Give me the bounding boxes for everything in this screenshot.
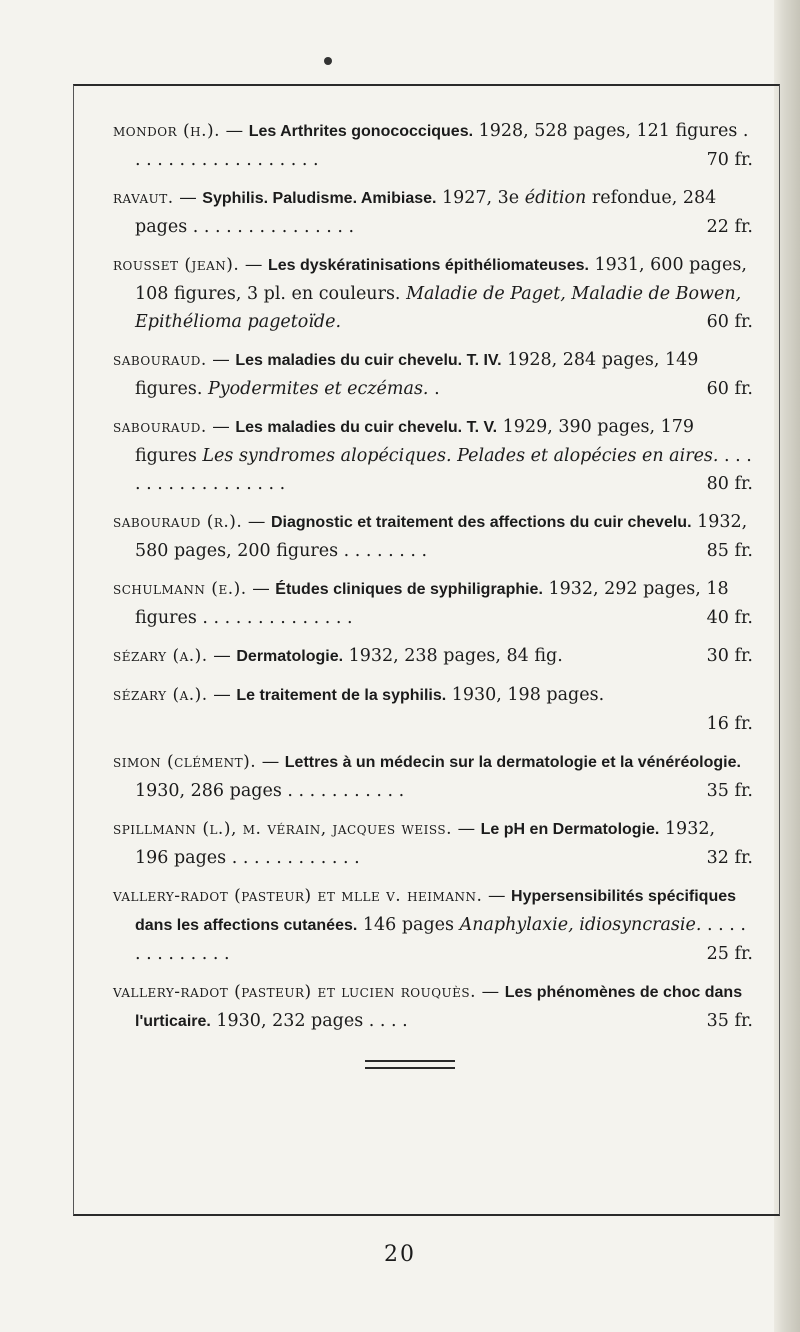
entry-details: 1931, 600 pages, 108 figures, 3 pl. en couleurs.	[135, 255, 747, 304]
entry-leader-dots: . . . . . . . . . . . . .	[135, 915, 746, 964]
entry-leader-dots: . . . .	[363, 1011, 408, 1031]
entry-title: Études cliniques de syphiligraphie.	[275, 581, 543, 598]
entry-details-2: refondue, 284 pages	[135, 188, 717, 237]
entry-title: Les maladies du cuir chevelu. T. V.	[235, 419, 498, 436]
entry-price: 22 fr.	[706, 217, 753, 237]
entry-author: schulmann (e.).	[113, 579, 247, 599]
entry-details: 1929, 390 pages, 179 figures	[135, 417, 695, 466]
entry-price: 60 fr.	[706, 379, 753, 399]
entry-author: vallery-radot (pasteur) et mlle v. heimann.	[113, 886, 483, 906]
bibliography-entry	[113, 413, 753, 498]
entry-leader-dots: .	[428, 379, 440, 399]
entry-italic: Pyodermites et eczémas.	[202, 379, 429, 399]
entry-dash: —	[452, 819, 481, 839]
entry-title: Syphilis. Paludisme. Amibiase.	[202, 190, 437, 207]
entry-details: 1927, 3e	[436, 188, 525, 208]
entry-author: sézary (a.).	[113, 646, 208, 666]
bibliography-entry	[113, 117, 753, 174]
entry-details: 1932, 292 pages, 18 figures	[135, 579, 729, 628]
entry-author: ravaut.	[113, 188, 174, 208]
entry-price: 35 fr.	[706, 1011, 753, 1031]
separator-rule	[365, 1060, 455, 1074]
entry-author: sabouraud (r.).	[113, 512, 243, 532]
entry-leader-dots: . . . . . . . . . . .	[281, 781, 405, 801]
entry-leader-dots: . . . . . . . . . . . . . . . . . .	[135, 121, 749, 170]
entry-italic: Anaphylaxie, idiosyncrasie.	[454, 915, 702, 935]
entry-leader-dots: . . . . . . . . . . . .	[226, 848, 360, 868]
entry-leader-dots: . . . . . . . . . . . . . . .	[187, 217, 355, 237]
entry-italic: édition	[524, 188, 587, 208]
entry-dash: —	[206, 417, 236, 437]
entry-leader-dots: . . . . . . . . . . . . . .	[196, 608, 353, 628]
entry-dash: —	[246, 579, 276, 599]
bibliography-entry	[113, 346, 753, 403]
entry-details: 146 pages	[357, 915, 455, 935]
bibliography-entry	[113, 642, 753, 671]
entry-dash: —	[242, 512, 271, 532]
entry-title: Hypersensibilités spécifiques dans les affections cutanées.	[135, 888, 737, 934]
entry-price: 32 fr.	[706, 848, 753, 868]
entry-italic: Maladie de Paget, Maladie de Bowen, Epithélioma pagetoïde.	[135, 284, 742, 332]
bibliography-entry	[113, 882, 753, 968]
ink-dot	[324, 57, 332, 65]
entry-details: 1932, 580 pages, 200 figures	[135, 512, 748, 561]
entry-author: mondor (h.).	[113, 121, 221, 141]
bibliography-list	[113, 117, 753, 1046]
entry-price: 70 fr.	[706, 150, 753, 170]
entry-price: 35 fr.	[706, 781, 753, 801]
page-number: 20	[384, 1242, 416, 1267]
entry-dash: —	[256, 752, 285, 772]
entry-dash: —	[173, 188, 203, 208]
entry-title: Le pH en Dermatologie.	[480, 821, 660, 838]
entry-dash: —	[206, 350, 236, 370]
entry-price: 40 fr.	[706, 608, 753, 628]
bibliography-entry	[113, 508, 753, 565]
entry-italic: Les syndromes alopéciques. Pelades et alopécies en aires.	[196, 446, 719, 466]
entry-title: Diagnostic et traitement des affections du cuir chevelu.	[270, 514, 692, 531]
entry-title: Les phénomènes de choc dans l'urticaire.	[135, 984, 743, 1030]
entry-author: sézary (a.).	[113, 685, 208, 705]
entry-title: Le traitement de la syphilis.	[236, 687, 447, 704]
entry-author: spillmann (l.), m. vérain, jacques weiss.	[113, 819, 453, 839]
entry-leader-dots: . . . . . . . . . . . . . . . . .	[135, 446, 752, 494]
entry-title: Les Arthrites gonococciques.	[248, 123, 474, 140]
entry-dash: —	[207, 685, 237, 705]
entry-details: 1932, 238 pages, 84 fig.	[343, 646, 563, 666]
entry-details: 1930, 286 pages	[135, 781, 282, 801]
entry-dash: —	[476, 982, 505, 1002]
entry-price: 80 fr.	[706, 474, 753, 494]
entry-price: 16 fr.	[706, 714, 753, 734]
entry-title: Dermatologie.	[236, 648, 344, 665]
entry-author: rousset (jean).	[113, 255, 240, 275]
entry-author: sabouraud.	[113, 417, 207, 437]
entry-dash: —	[239, 255, 268, 275]
entry-leader-dots: . . . . . . . .	[338, 541, 428, 561]
entry-details: 1930, 232 pages	[210, 1011, 364, 1031]
entry-title: Les maladies du cuir chevelu. T. IV.	[235, 352, 502, 369]
entry-author: sabouraud.	[113, 350, 207, 370]
bibliography-entry	[113, 978, 753, 1036]
entry-title: Lettres à un médecin sur la dermatologie et la vénéréologie.	[284, 754, 741, 771]
entry-author: vallery-radot (pasteur) et lucien rouquès.	[113, 982, 477, 1002]
entry-price: 30 fr.	[706, 646, 753, 666]
entry-author: simon (clément).	[113, 752, 257, 772]
entry-price: 85 fr.	[706, 541, 753, 561]
entry-title: Les dyskératinisations épithéliomateuses.	[267, 257, 589, 274]
entry-details: 1930, 198 pages.	[446, 685, 605, 705]
entry-details: 1928, 284 pages, 149 figures.	[135, 350, 699, 399]
entry-price: 60 fr.	[706, 312, 753, 332]
entry-price: 25 fr.	[706, 944, 753, 964]
entry-details: 1928, 528 pages, 121 figures	[473, 121, 738, 141]
entry-dash: —	[482, 886, 512, 906]
bibliography-entry	[113, 575, 753, 632]
bibliography-entry	[113, 681, 753, 738]
entry-dash: —	[207, 646, 237, 666]
bibliography-entry	[113, 184, 753, 241]
bibliography-entry	[113, 251, 753, 336]
bibliography-entry	[113, 748, 753, 805]
entry-dash: —	[220, 121, 249, 141]
bibliography-entry	[113, 815, 753, 872]
entry-details: 1932, 196 pages	[135, 819, 716, 868]
